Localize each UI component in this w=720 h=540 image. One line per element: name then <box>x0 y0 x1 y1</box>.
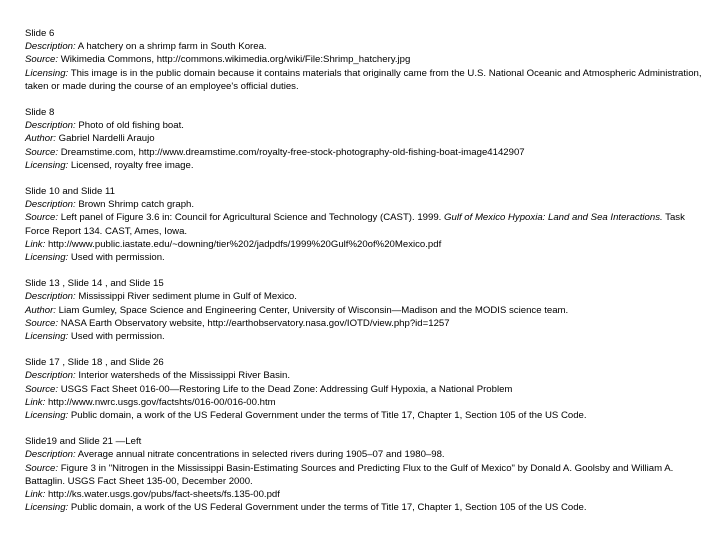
description-label: Description: <box>25 199 76 211</box>
licensing-text: Used with permission. <box>70 331 165 343</box>
source-text: Wikimedia Commons, http://commons.wikimedia.org/wiki/File:Shrimp_hatchery.jpg <box>60 54 411 66</box>
slide-heading: Slide 6 <box>25 28 55 39</box>
slide-heading: Slide 17 , Slide 18 , and Slide 26 <box>25 357 164 369</box>
credit-entry <box>25 435 708 514</box>
description-label: Description: <box>25 449 76 461</box>
slide-heading: Slide19 and Slide 21 —Left <box>25 436 142 448</box>
description-text: A hatchery on a shrimp farm in South Korea. <box>77 41 267 53</box>
description-text: Mississippi River sediment plume in Gulf of Mexico. <box>78 291 297 303</box>
description-label: Description: <box>25 120 76 132</box>
licensing-line <box>25 67 708 93</box>
licensing-text: This image is in the public domain because it contains materials that originally came from the U.S. National Oceanic and Atmospheric Administration, taken or made during the course of an employee's official duties. <box>25 67 702 92</box>
description-text: Average annual nitrate concentrations in selected rivers during 1905–07 and 1980–98. <box>77 449 445 461</box>
description-text: Brown Shrimp catch graph. <box>78 199 195 211</box>
source-text-continued: Task Force Report 134. CAST, Ames, Iowa. <box>25 212 685 237</box>
source-label: Source: <box>25 146 59 158</box>
credit-entry <box>25 356 708 422</box>
source-line <box>25 317 708 330</box>
author-line <box>25 132 708 145</box>
licensing-label: Licensing: <box>25 331 69 343</box>
licensing-label: Licensing: <box>25 252 69 264</box>
licensing-label: Licensing: <box>25 502 69 514</box>
link-url[interactable]: http://www.nwrc.usgs.gov/factshts/016-00/016-00.htm <box>47 396 276 408</box>
source-text: Figure 3 in "Nitrogen in the Mississippi Basin-Estimating Sources and Predicting Flux to the Gulf of Mexico" by Donald A. Goolsby and William A. Battaglin. USGS Fact Sheet 135-00, December 2000. <box>25 462 674 487</box>
report-title: Gulf of Mexico Hypoxia: Land and Sea Interactions. <box>444 212 663 224</box>
description-line <box>25 369 708 382</box>
link-url[interactable]: http://www.public.iastate.edu/~downing/tier%202/jadpdfs/1999%20Gulf%20of%20Mexico.pdf <box>47 238 442 250</box>
credit-entry <box>25 27 708 93</box>
licensing-line <box>25 251 708 264</box>
description-line <box>25 119 708 132</box>
description-label: Description: <box>25 41 76 53</box>
description-line <box>25 290 708 303</box>
link-label: Link: <box>25 238 46 250</box>
source-line <box>25 462 708 488</box>
source-label: Source: <box>25 54 59 66</box>
link-label: Link: <box>25 396 46 408</box>
source-label: Source: <box>25 317 59 329</box>
description-label: Description: <box>25 291 76 303</box>
source-label: Source: <box>25 383 59 395</box>
author-label: Author: <box>25 304 56 316</box>
source-line <box>25 383 708 396</box>
link-line <box>25 488 708 501</box>
credit-entry <box>25 185 708 264</box>
source-line <box>25 53 708 66</box>
source-line <box>25 146 708 159</box>
source-line <box>25 211 708 237</box>
source-text: Dreamstime.com, http://www.dreamstime.com/royalty-free-stock-photography-old-fishing-boat-image4142907 <box>60 146 525 158</box>
licensing-label: Licensing: <box>25 159 69 171</box>
licensing-line <box>25 159 708 172</box>
source-text: Left panel of Figure 3.6 in: Council for Agricultural Science and Technology (CAST). 1999. <box>60 212 442 224</box>
link-line <box>25 238 708 251</box>
description-line <box>25 40 708 53</box>
licensing-text: Used with permission. <box>70 252 165 264</box>
slide-heading: Slide 13 , Slide 14 , and Slide 15 <box>25 278 164 290</box>
slide-heading: Slide 8 <box>25 107 55 119</box>
licensing-text: Public domain, a work of the US Federal Government under the terms of Title 17, Chapter 1, Section 105 of the US Code. <box>70 410 587 422</box>
author-label: Author: <box>25 133 56 145</box>
description-label: Description: <box>25 370 76 382</box>
link-label: Link: <box>25 489 46 501</box>
source-text: NASA Earth Observatory website, http://earthobservatory.nasa.gov/IOTD/view.php?id=1257 <box>60 317 450 329</box>
licensing-text: Licensed, royalty free image. <box>70 159 194 171</box>
licensing-line <box>25 501 708 514</box>
licensing-label: Licensing: <box>25 410 69 422</box>
author-text: Gabriel Nardelli Araujo <box>58 133 155 145</box>
licensing-line <box>25 409 708 422</box>
licensing-line <box>25 330 708 343</box>
link-url[interactable]: http://ks.water.usgs.gov/pubs/fact-sheets/fs.135-00.pdf <box>47 489 280 501</box>
description-line <box>25 448 708 461</box>
licensing-text: Public domain, a work of the US Federal Government under the terms of Title 17, Chapter 1, Section 105 of the US Code. <box>70 502 587 514</box>
slide-heading: Slide 10 and Slide 11 <box>25 186 115 198</box>
description-text: Interior watersheds of the Mississippi River Basin. <box>78 370 291 382</box>
author-text: Liam Gumley, Space Science and Engineering Center, University of Wisconsin—Madison and the MODIS science team. <box>58 304 569 316</box>
description-text: Photo of old fishing boat. <box>78 120 184 132</box>
author-line <box>25 304 708 317</box>
source-label: Source: <box>25 462 59 474</box>
credit-entry <box>25 106 708 172</box>
link-line <box>25 396 708 409</box>
source-text: USGS Fact Sheet 016-00—Restoring Life to the Dead Zone: Addressing Gulf Hypoxia, a National Problem <box>60 383 513 395</box>
credit-entry <box>25 277 708 343</box>
source-label: Source: <box>25 212 59 224</box>
description-line <box>25 198 708 211</box>
licensing-label: Licensing: <box>25 67 69 79</box>
